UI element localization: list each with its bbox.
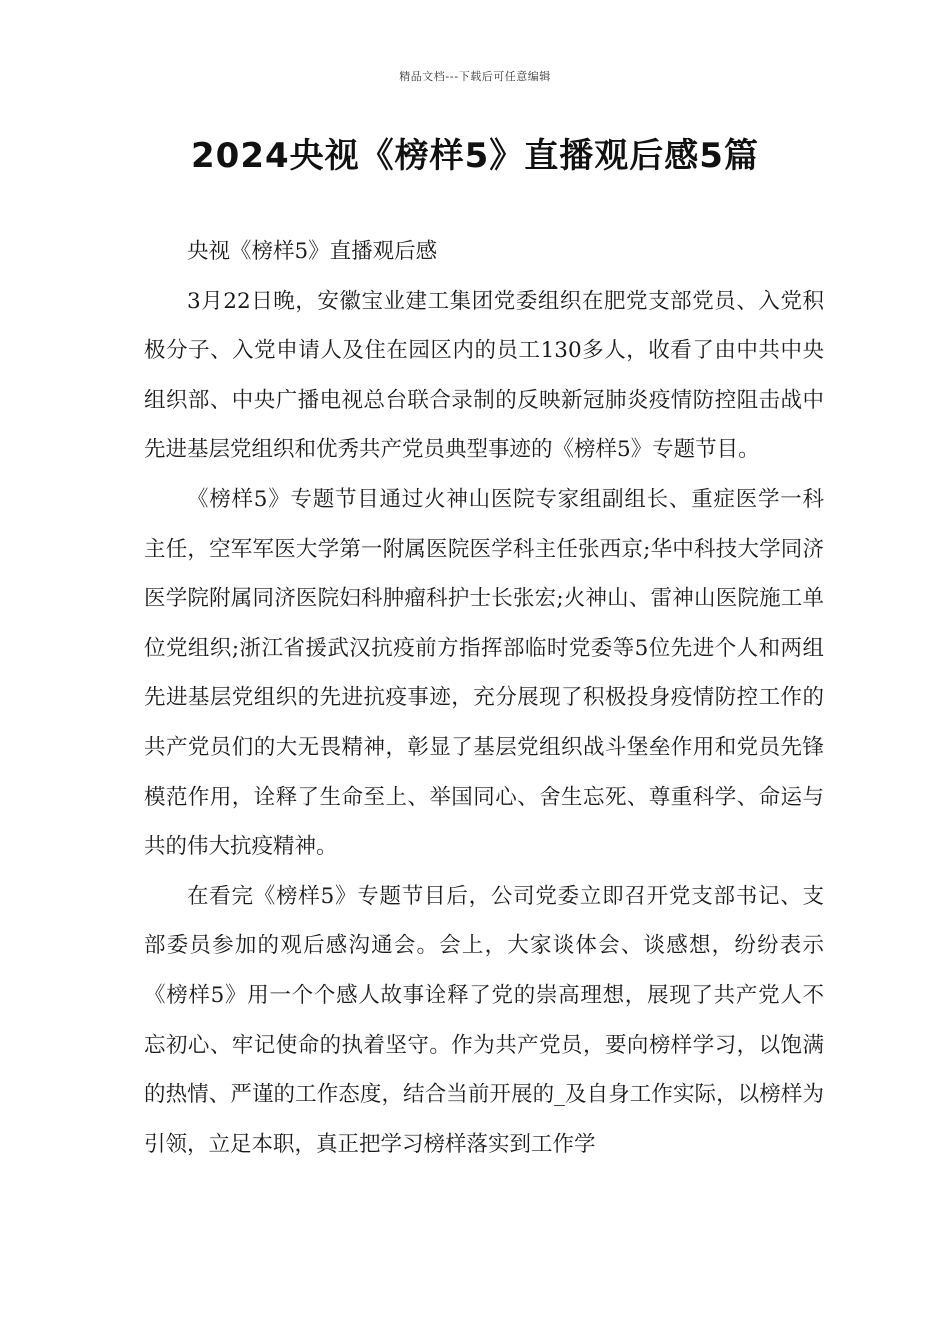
- header-note: 精品文档---下载后可任意编辑: [399, 70, 551, 83]
- paragraph-subtitle: 央视《榜样5》直播观后感: [187, 239, 438, 264]
- document-body: [144, 227, 824, 1169]
- document-title: 2024央视《榜样5》直播观后感5篇: [191, 136, 759, 176]
- paragraph: 《榜样5》专题节目通过火神山医院专家组副组长、重症医学一科主任，空军军医大学第一附属医院医学科主任张西京;华中科技大学同济医学院附属同济医院妇科肿瘤科护士长张宏;火神山、雷神山医院施工单位党组织;浙江省援武汉抗疫前方指挥部临时党委等5位先进个人和两组先进基层党组织的先进抗疫事迹，充分展现了积极投身疫情防控工作的共产党员们的大无畏精神，彰显了基层党组织战斗堡垒作用和党员先锋模范作用，诠释了生命至上、举国同心、舍生忘死、尊重科学、命运与共的伟大抗疫精神。: [144, 486, 824, 860]
- paragraph: 在看完《榜样5》专题节目后，公司党委立即召开党支部书记、支部委员参加的观后感沟通会。会上，大家谈体会、谈感想，纷纷表示《榜样5》用一个个感人故事诠释了党的崇高理想，展现了共产党人不忘初心、牢记使命的执着坚守。作为共产党员，要向榜样学习，以饱满的热情、严谨的工作态度，结合当前开展的_及自身工作实际，以榜样为引领，立足本职，真正把学习榜样落实到工作学: [144, 883, 824, 1157]
- paragraph: 3月22日晚，安徽宝业建工集团党委组织在肥党支部党员、入党积极分子、入党申请人及住在园区内的员工130多人，收看了由中共中央组织部、中央广播电视总台联合录制的反映新冠肺炎疫情防控阻击战中先进基层党组织和优秀共产党员典型事迹的《榜样5》专题节目。: [144, 288, 824, 463]
